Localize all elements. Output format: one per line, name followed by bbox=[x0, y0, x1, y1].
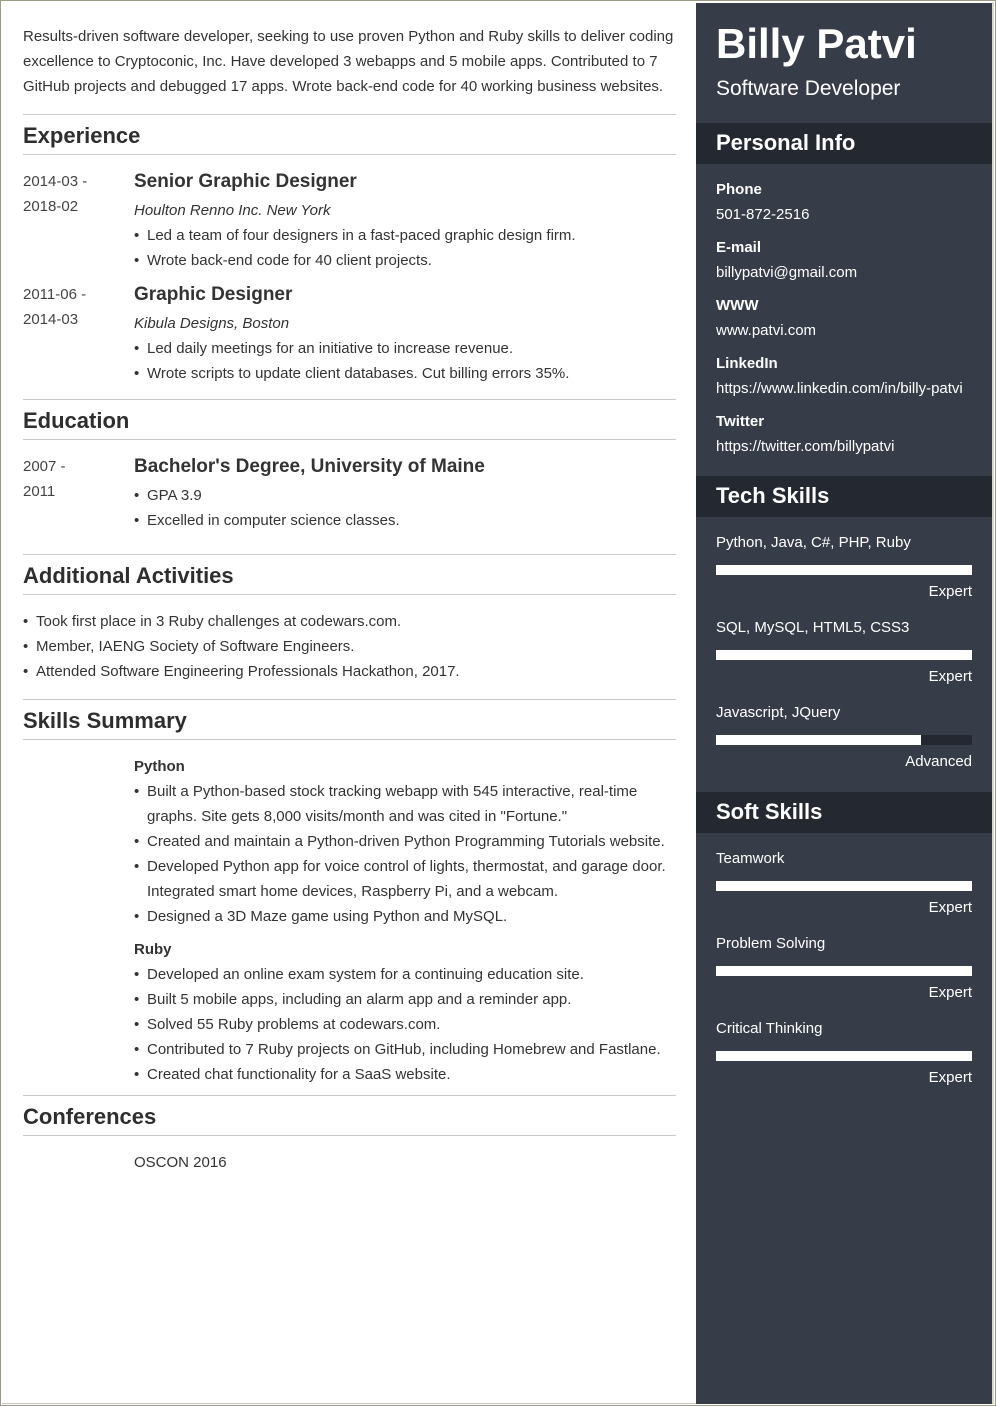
experience-bullets bbox=[134, 223, 676, 273]
info-label: E-mail bbox=[716, 239, 762, 256]
list-item: • Built 5 mobile apps, including an alarm app and a reminder app. bbox=[134, 987, 676, 1012]
skill-level: Expert bbox=[928, 583, 972, 600]
skill-item bbox=[716, 931, 972, 1005]
list-item: • GPA 3.9 bbox=[134, 483, 676, 508]
skill-group-title: Python bbox=[134, 758, 185, 775]
skill-bar-fill bbox=[716, 650, 972, 660]
soft-skills-list bbox=[696, 833, 992, 1090]
experience-date-start: 2014-03 - bbox=[23, 173, 88, 190]
info-item-email bbox=[716, 235, 972, 285]
education-date-end: 2011 bbox=[23, 483, 56, 500]
info-label: Twitter bbox=[716, 413, 765, 430]
list-item: • Took first place in 3 Ruby challenges at codewars.com. bbox=[23, 609, 676, 634]
skill-bar-fill bbox=[716, 966, 972, 976]
skill-item bbox=[716, 530, 972, 604]
experience-bullets bbox=[134, 336, 676, 386]
job-title: Senior Graphic Designer bbox=[134, 171, 357, 192]
skill-level: Expert bbox=[928, 984, 972, 1001]
education-degree: Bachelor's Degree, University of Maine bbox=[134, 456, 485, 477]
skill-item bbox=[716, 615, 972, 689]
experience-entry bbox=[23, 169, 676, 273]
list-item: • Attended Software Engineering Professionals Hackathon, 2017. bbox=[23, 659, 676, 684]
skill-bar-track bbox=[716, 1051, 972, 1061]
experience-entry bbox=[23, 282, 676, 386]
skill-bar-fill bbox=[716, 1051, 972, 1061]
skill-name: Problem Solving bbox=[716, 935, 826, 952]
experience-date-start: 2011-06 - bbox=[23, 286, 87, 303]
activities-bullets bbox=[23, 609, 676, 684]
job-title: Graphic Designer bbox=[134, 284, 293, 305]
skill-bar-track bbox=[716, 565, 972, 575]
sidebar bbox=[696, 3, 992, 1404]
list-item: • Developed Python app for voice control of lights, thermostat, and garage door. Integrated smart home devices, Raspberry Pi, and a webcam. bbox=[134, 854, 676, 904]
skill-level: Expert bbox=[928, 899, 972, 916]
info-item-linkedin bbox=[716, 351, 972, 401]
skill-bar-fill bbox=[716, 565, 972, 575]
skill-bar-track bbox=[716, 881, 972, 891]
list-item: • Excelled in computer science classes. bbox=[134, 508, 676, 533]
list-item: • Designed a 3D Maze game using Python and MySQL. bbox=[134, 904, 676, 929]
candidate-name: Billy Patvi bbox=[716, 20, 917, 67]
company-name: Kibula Designs, Boston bbox=[134, 315, 290, 332]
list-item: • Led daily meetings for an initiative to increase revenue. bbox=[134, 336, 676, 361]
info-value: https://twitter.com/billypatvi bbox=[716, 438, 895, 455]
education-bullets bbox=[134, 483, 676, 533]
experience-date-end: 2014-03 bbox=[23, 311, 79, 328]
info-label: LinkedIn bbox=[716, 355, 778, 372]
skill-item bbox=[716, 1016, 972, 1090]
skill-group-bullets bbox=[0, 779, 676, 929]
conferences-heading: Conferences bbox=[23, 1095, 676, 1136]
education-entry bbox=[23, 454, 676, 533]
info-label: Phone bbox=[716, 181, 762, 198]
skill-level: Advanced bbox=[905, 753, 972, 770]
skills-summary-heading: Skills Summary bbox=[23, 699, 676, 740]
skill-group-bullets bbox=[0, 962, 676, 1087]
skill-name: Critical Thinking bbox=[716, 1020, 823, 1037]
skill-name: Python, Java, C#, PHP, Ruby bbox=[716, 534, 911, 551]
experience-heading: Experience bbox=[23, 114, 676, 155]
list-item: • Created chat functionality for a SaaS website. bbox=[134, 1062, 676, 1087]
info-label: WWW bbox=[716, 297, 759, 314]
skill-bar-track bbox=[716, 735, 972, 745]
activities-heading: Additional Activities bbox=[23, 554, 676, 595]
list-item: • Member, IAENG Society of Software Engineers. bbox=[23, 634, 676, 659]
skill-level: Expert bbox=[928, 668, 972, 685]
list-item: • Led a team of four designers in a fast-paced graphic design firm. bbox=[134, 223, 676, 248]
info-value: https://www.linkedin.com/in/billy-patvi bbox=[716, 380, 963, 397]
skill-bar-fill bbox=[716, 735, 921, 745]
list-item: • Created and maintain a Python-driven Python Programming Tutorials website. bbox=[134, 829, 676, 854]
skill-item bbox=[716, 700, 972, 774]
personal-info-heading: Personal Info bbox=[696, 123, 992, 164]
tech-skills-list bbox=[696, 517, 992, 792]
list-item: • Contributed to 7 Ruby projects on GitHub, including Homebrew and Fastlane. bbox=[134, 1037, 676, 1062]
skill-name: Teamwork bbox=[716, 850, 785, 867]
info-value: 501-872-2516 bbox=[716, 206, 810, 223]
info-item-twitter bbox=[716, 409, 972, 459]
experience-body bbox=[134, 169, 676, 273]
skill-name: SQL, MySQL, HTML5, CSS3 bbox=[716, 619, 910, 636]
company-name: Houlton Renno Inc. New York bbox=[134, 202, 331, 219]
skill-item bbox=[716, 846, 972, 920]
conference-item: OSCON 2016 bbox=[134, 1154, 227, 1171]
candidate-role: Software Developer bbox=[716, 77, 901, 100]
list-item: • Built a Python-based stock tracking webapp with 545 interactive, real-time graphs. Site gets 8,000 visits/month and was cited in "Fortune." bbox=[134, 779, 676, 829]
skill-name: Javascript, JQuery bbox=[716, 704, 841, 721]
skill-bar-fill bbox=[716, 881, 972, 891]
soft-skills-heading: Soft Skills bbox=[696, 792, 992, 833]
education-date bbox=[23, 454, 134, 533]
skill-group-title: Ruby bbox=[134, 941, 172, 958]
education-heading: Education bbox=[23, 399, 676, 440]
info-value: www.patvi.com bbox=[716, 322, 817, 339]
list-item: • Solved 55 Ruby problems at codewars.com. bbox=[134, 1012, 676, 1037]
info-value: billypatvi@gmail.com bbox=[716, 264, 858, 281]
main-column bbox=[23, 24, 676, 1175]
experience-list bbox=[23, 169, 676, 386]
tech-skills-heading: Tech Skills bbox=[696, 476, 992, 517]
experience-body bbox=[134, 282, 676, 386]
skill-bar-track bbox=[716, 650, 972, 660]
skill-level: Expert bbox=[928, 1069, 972, 1086]
list-item: • Wrote back-end code for 40 client projects. bbox=[134, 248, 676, 273]
skills-summary-groups bbox=[134, 754, 676, 1087]
info-item-phone bbox=[716, 177, 972, 227]
experience-date bbox=[23, 169, 134, 273]
summary-text: Results-driven software developer, seeking to use proven Python and Ruby skills to deliver coding excellence to Cryptoconic, Inc. Have developed 3 webapps and 5 mobile apps. Contributed to 7 GitHub projects and debugged 17 apps. Wrote back-end code for 40 working business websites. bbox=[23, 28, 674, 95]
skill-bar-track bbox=[716, 966, 972, 976]
experience-date bbox=[23, 282, 134, 386]
personal-info-list bbox=[696, 164, 992, 476]
experience-date-end: 2018-02 bbox=[23, 198, 79, 215]
education-date-start: 2007 - bbox=[23, 458, 66, 475]
list-item: • Developed an online exam system for a continuing education site. bbox=[134, 962, 676, 987]
list-item: • Wrote scripts to update client databases. Cut billing errors 35%. bbox=[134, 361, 676, 386]
info-item-www bbox=[716, 293, 972, 343]
